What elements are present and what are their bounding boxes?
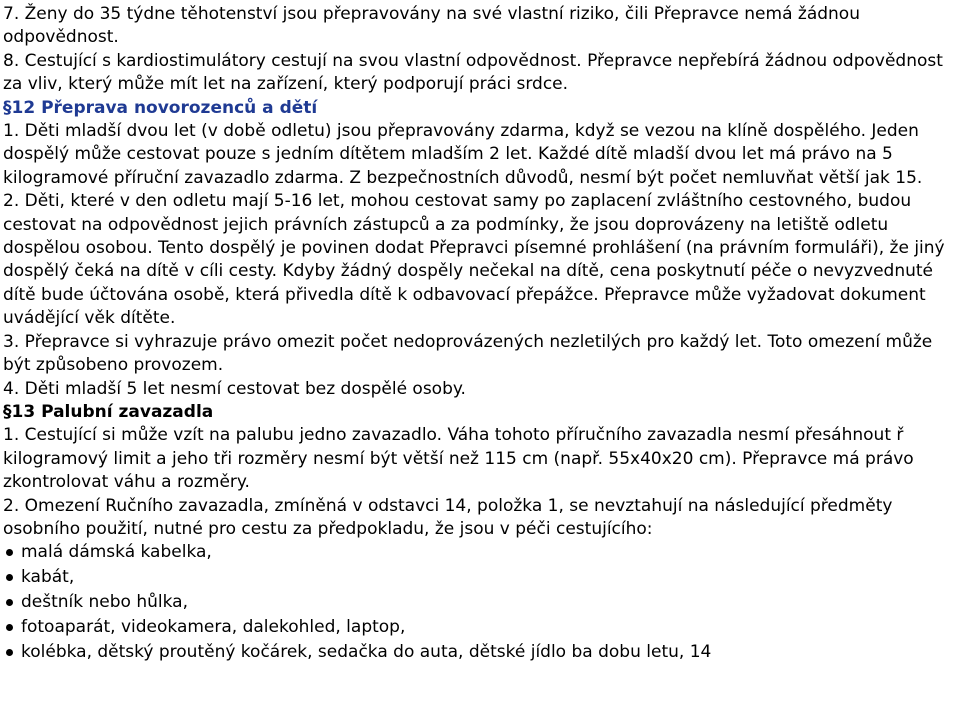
- list-item: [3, 591, 957, 614]
- section-12-paragraph-1: 1. Děti mladší dvou let (v době odletu) jsou přepravovány zdarma, když se vezou na klíně dospělého. Jeden dospělý může cestovat pouze s jedním dítětem mladším 2 let. Každé dítě mladší dvou let má právo na 5 kilogramové příruční zavazadlo zdarma. Z bezpečnostních důvodů, nesmí být počet nemluvňat větší jak 15.: [3, 121, 923, 188]
- bullet-icon: [6, 549, 13, 556]
- bullet-icon: [6, 624, 13, 631]
- section-sign-icon: §: [3, 401, 12, 422]
- paragraph-8: 8. Cestující s kardiostimulátory cestují na svou vlastní odpovědnost. Přepravce nepřebírá žádnou odpovědnost za vliv, který může mít let na zařízení, který podporují práci srdce.: [3, 50, 943, 95]
- list-item-text: kolébka, dětský proutěný kočárek, sedačka do auta, dětské jídlo ba dobu letu, 14: [21, 642, 712, 663]
- paragraph-7: 7. Ženy do 35 týdne těhotenství jsou přepravovány na své vlastní riziko, čili Přepravce nemá žádnou odpovědnost.: [3, 4, 860, 48]
- list-item: [3, 566, 957, 589]
- section-13-paragraph-2: 2. Omezení Ručního zavazadla, zmíněná v odstavci 14, položka 1, se nevztahují na následující předměty osobního použití, nutné pro cestu za předpokladu, že jsou v péči cestujícího:: [3, 495, 893, 539]
- list-item: [3, 641, 957, 664]
- section-sign-icon: §: [3, 97, 12, 118]
- section-13-paragraph-1: 1. Cestující si může vzít na palubu jedno zavazadlo. Váha tohoto příručního zavazadla nesmí přesáhnout ř kilogramový limit a jeho tři rozměry nesmí být větší než 115 cm (např. 55x40x20 cm). Přepravce má právo zkontrolovat váhu a rozměry.: [3, 425, 914, 493]
- bullet-icon: [6, 574, 13, 581]
- bullet-icon: [6, 649, 13, 656]
- list-item-text: fotoaparát, videokamera, dalekohled, laptop,: [21, 617, 406, 638]
- section-13-title: 13 Palubní zavazadla: [11, 401, 214, 422]
- section-13-heading: [3, 401, 957, 424]
- document-page: [3, 3, 957, 666]
- list-item-text: malá dámská kabelka,: [21, 542, 212, 563]
- section-12-paragraph-3: 3. Přepravce si vyhrazuje právo omezit počet nedoprovázených nezletilých pro každý let. Toto omezení může být způsobeno provozem.: [3, 331, 933, 376]
- list-item-text: kabát,: [21, 567, 75, 588]
- section-12-paragraph-4: 4. Děti mladší 5 let nesmí cestovat bez dospělé osoby.: [3, 378, 466, 399]
- section-12-paragraph-2: 2. Děti, které v den odletu mají 5-16 let, mohou cestovat samy po zaplacení zvláštního cestovného, budou cestovat na odpovědnost jejich právních zástupců a za podmínky, že jsou doprovázeny na letiště odletu dospělou osobou. Tento dospělý je povinen dodat Přepravci písemné prohlášení (na právním formuláři), že jiný dospělý čeká na dítě v cíli cesty. Kdyby žádný dospěly nečekal na dítě, cena poskytnutí péče o nevyzvednuté dítě bude účtována osobě, která přivedla dítě k odbavovací přepážce. Přepravce může vyžadovat dokument uvádějící věk dítěte.: [3, 191, 945, 329]
- section-12-heading: [3, 97, 957, 120]
- list-item: [3, 541, 957, 564]
- list-item-text: deštník nebo hůlka,: [21, 592, 188, 613]
- section-12-title: 12 Přeprava novorozenců a dětí: [11, 97, 318, 118]
- bullet-icon: [6, 599, 13, 606]
- list-item: [3, 616, 957, 639]
- personal-items-list: [3, 541, 957, 664]
